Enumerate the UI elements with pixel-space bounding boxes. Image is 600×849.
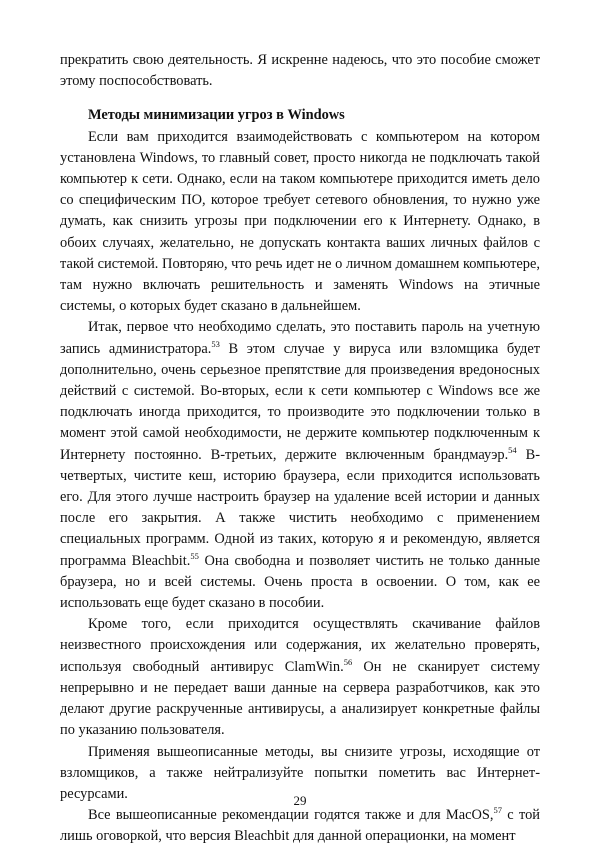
footnote-ref-54[interactable]: 54	[508, 444, 517, 455]
paragraph-4: Применяя вышеописанные методы, вы снизите угрозы, исходящие от взломщиков, а также нейтрализуйте попытки пометить вас Интернет-ресурсами.	[60, 743, 540, 802]
paragraph-3-text: Он не сканирует систему непрерывно и не передает ваши данные на сервера разработчиков, как это делают другие раскрученные антивирусы, а анализирует конкретные файлы по указанию пользователя.	[60, 658, 540, 739]
paragraph-2	[60, 317, 540, 614]
footnote-ref-57[interactable]: 57	[493, 805, 502, 816]
footnote-ref-55[interactable]: 55	[190, 550, 199, 561]
page-number: 29	[293, 793, 307, 808]
footnote-ref-53[interactable]: 53	[211, 338, 220, 349]
paragraph-5-text: Все вышеописанные рекомендации годятся также и для MacOS,	[88, 807, 494, 824]
footnote-ref-56[interactable]: 56	[343, 656, 353, 667]
paragraph-2-text: В этом случае у вируса или взломщика будет дополнительно, очень серьезное препятствие для произведения вредоносных действий с системой. Во-вторых, если к сети компьютер с Windows все же подключать иногда приходится, то производите это подключении только в момент этой самой необходимости, не держите компьютер подключенным к Интернету постоянно. В-третьих, держите включенным брандмауэр.	[60, 340, 540, 463]
paragraph-3	[60, 614, 540, 741]
intro-paragraph: прекратить свою деятельность. Я искренне надеюсь, что это пособие сможет этому поспособствовать.	[60, 52, 540, 90]
paragraph-2-text: Она свободна и позволяет чистить не только данные браузера, но и всей системы. Очень проста в освоении. О том, как ее использовать еще будет сказано в пособии.	[60, 552, 540, 612]
paragraph-5-text: с той лишь оговоркой, что версия Bleachbit для данной операционки, на момент	[60, 807, 540, 845]
paragraph-2-text: Итак, первое что необходимо сделать, это поставить пароль на учетную запись администратора.	[60, 319, 540, 357]
section-title: Методы минимизации угроз в Windows	[88, 107, 345, 124]
paragraph-1: Если вам приходится взаимодействовать с компьютером на котором установлена Windows, то главный совет, просто никогда не подключать такой компьютер к сети. Однако, если на таком компьютере приходится иметь дело со специфическим ПО, которое требует сетевого обновления, то нужно уже думать, как снизить угрозы при подключении его к Интернету. Однако, в обоих случаях, желательно, не допускать контакта ваших личных файлов с такой системой. Повторяю, что речь идет не о личном домашнем компьютере, там нужно включать решительность и заменять Windows на этичные системы, о которых будет сказано в дальнейшем.	[60, 128, 540, 315]
page-body	[60, 50, 540, 848]
paragraph-5	[60, 805, 540, 847]
paragraph-2-text: В-четвертых, чистите кеш, историю браузера, если приходится использовать его. Для этого лучше настроить браузер на удаление всей истории и данных после его закрытия. А также чистить необходимо с применением специальных программ. Одной из таких, которую я и рекомендую, является программа Bleachbit.	[60, 446, 540, 569]
paragraph-3-text: Кроме того, если приходится осуществлять скачивание файлов неизвестного происхождения или содержания, их желательно проверять, используя свободный антивирус ClamWin.	[60, 616, 540, 675]
